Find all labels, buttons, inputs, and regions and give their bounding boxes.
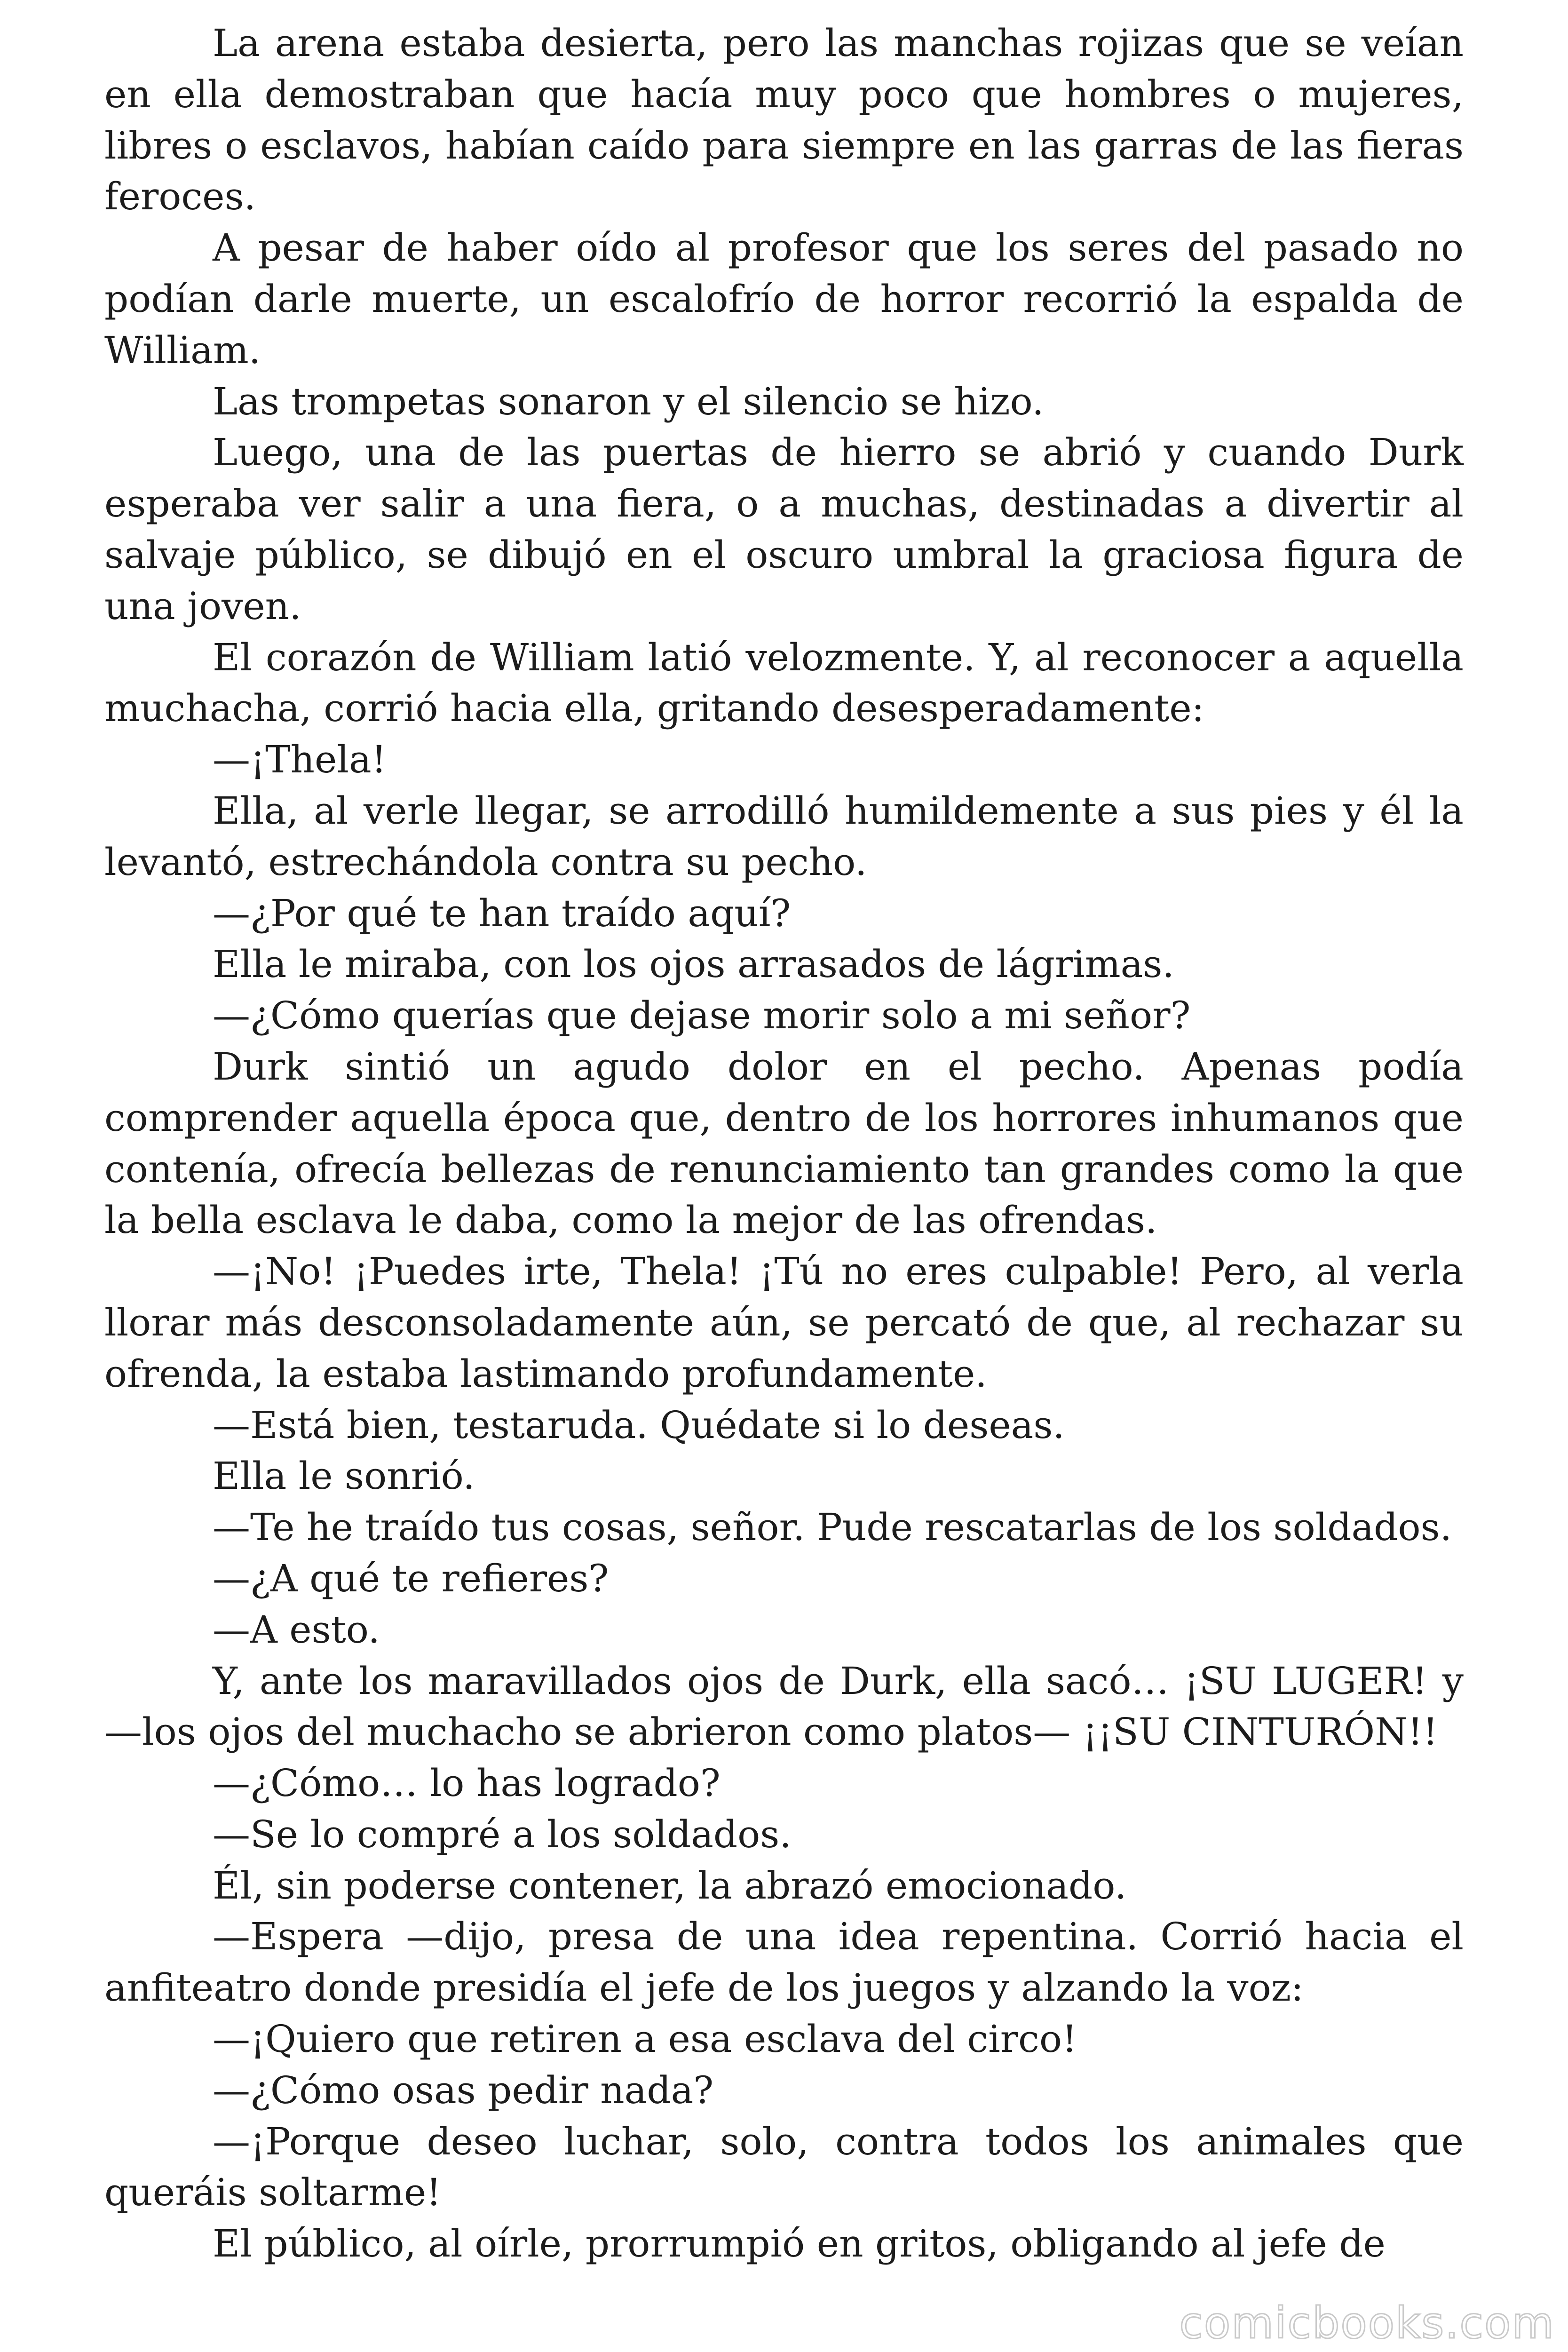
paragraph: El público, al oírle, prorrumpió en gritos, obligando al jefe de — [213, 2222, 1386, 2266]
paragraph: —¡Porque deseo luchar, solo, contra todos los animales que queráis soltarme! — [104, 2119, 1464, 2215]
paragraph: El corazón de William latió velozmente. Y, al reconocer a aquella muchacha, corrió hacia ella, gritando desesperadamente: — [104, 635, 1464, 731]
paragraph: Él, sin poderse contener, la abrazó emocionado. — [213, 1863, 1127, 1907]
paragraph: Ella, al verle llegar, se arrodilló humildemente a sus pies y él la levantó, estrechándola contra su pecho. — [104, 788, 1464, 884]
paragraph: Las trompetas sonaron y el silencio se hizo. — [213, 379, 1044, 423]
paragraph: —¡No! ¡Puedes irte, Thela! ¡Tú no eres culpable! Pero, al verla llorar más desconsoladamente aún, se percató de que, al rechazar su ofrenda, la estaba lastimando profundamente. — [104, 1249, 1464, 1396]
paragraph: A pesar de haber oído al profesor que los seres del pasado no podían darle muerte, un escalofrío de horror recorrió la espalda de William. — [104, 226, 1464, 372]
paragraph: —¿Por qué te han traído aquí? — [213, 891, 791, 935]
paragraph: —Se lo compré a los soldados. — [213, 1812, 792, 1856]
watermark: comicbooks.com — [1179, 2298, 1555, 2348]
paragraph: —¡Quiero que retiren a esa esclava del circo! — [213, 2017, 1077, 2061]
paragraph: —Espera —dijo, presa de una idea repentina. Corrió hacia el anfiteatro donde presidía el jefe de los juegos y alzando la voz: — [104, 1915, 1464, 2010]
paragraph: Ella le miraba, con los ojos arrasados de lágrimas. — [213, 942, 1174, 986]
paragraph: La arena estaba desierta, pero las manchas rojizas que se veían en ella demostraban que hacía muy poco que hombres o mujeres, libres o esclavos, habían caído para siempre en las garras de las fieras feroces. — [104, 21, 1464, 219]
paragraph: Durk sintió un agudo dolor en el pecho. Apenas podía comprender aquella época que, dentro de los horrores inhumanos que contenía, ofrecía bellezas de renunciamiento tan grandes como la que la bella esclava le daba, como la mejor de las ofrendas. — [104, 1044, 1464, 1242]
paragraph: —¿Cómo osas pedir nada? — [213, 2068, 714, 2112]
paragraph: —Está bien, testaruda. Quédate si lo deseas. — [213, 1403, 1065, 1447]
paragraph: —A esto. — [213, 1607, 380, 1652]
paragraph: Y, ante los maravillados ojos de Durk, ella sacó… ¡SU LUGER! y —los ojos del muchacho se abrieron como platos— ¡¡SU CINTURÓN!! — [104, 1659, 1464, 1754]
page-text — [104, 18, 1464, 2270]
paragraph: Luego, una de las puertas de hierro se abrió y cuando Durk esperaba ver salir a una fiera, o a muchas, destinadas a divertir al salvaje público, se dibujó en el oscuro umbral la graciosa figura de una joven. — [104, 430, 1464, 628]
paragraph: —Te he traído tus cosas, señor. Pude rescatarlas de los soldados. — [213, 1505, 1452, 1549]
paragraph: Ella le sonrió. — [213, 1454, 475, 1498]
paragraph: —¿Cómo querías que dejase morir solo a mi señor? — [213, 993, 1191, 1038]
paragraph: —¿Cómo… lo has logrado? — [213, 1761, 721, 1805]
paragraph: —¿A qué te refieres? — [213, 1556, 609, 1600]
paragraph: —¡Thela! — [213, 738, 387, 782]
